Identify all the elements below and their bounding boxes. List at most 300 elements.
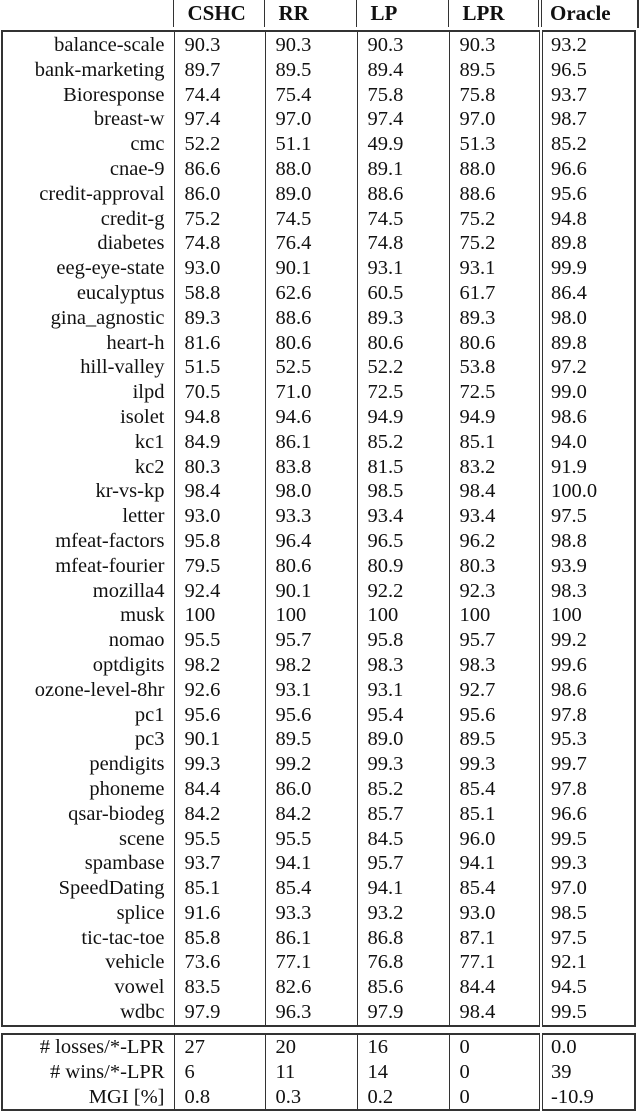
table-row <box>2 926 635 951</box>
cell-oracle: 99.6 <box>541 653 635 678</box>
cell-cshc: 97.9 <box>174 1000 265 1026</box>
cell-lpr: 94.9 <box>449 405 541 430</box>
cell-lp: 88.6 <box>357 182 449 207</box>
header-lp: LP <box>356 0 448 27</box>
cell-rr: 62.6 <box>265 281 357 306</box>
cell-lp: 95.7 <box>357 851 449 876</box>
cell-rr: 98.2 <box>265 653 357 678</box>
cell-cshc: 70.5 <box>174 380 265 405</box>
cell-rr: 11 <box>265 1060 357 1085</box>
table-row <box>2 851 635 876</box>
cell-lpr: 98.4 <box>449 1000 541 1026</box>
cell-cshc: 79.5 <box>174 554 265 579</box>
cell-lpr: 89.5 <box>449 58 541 83</box>
row-label: splice <box>116 901 165 924</box>
cell-oracle: 92.1 <box>541 950 635 975</box>
cell-oracle: 99.5 <box>541 827 635 852</box>
cell-lpr: 92.7 <box>449 678 541 703</box>
table-row <box>2 107 635 132</box>
cell-lpr: 88.6 <box>449 182 541 207</box>
cell-oracle: 89.8 <box>541 331 635 356</box>
cell-oracle: 98.6 <box>541 678 635 703</box>
header-rr: RR <box>264 0 356 27</box>
cell-lp: 90.3 <box>357 31 449 58</box>
cell-oracle: 99.9 <box>541 256 635 281</box>
cell-oracle: 99.5 <box>541 1000 635 1026</box>
cell-lp: 76.8 <box>357 950 449 975</box>
cell-lp: 85.2 <box>357 777 449 802</box>
table-row <box>2 405 635 430</box>
summary-table <box>1 1033 636 1111</box>
table-row <box>2 950 635 975</box>
row-label: nomao <box>108 629 165 652</box>
cell-lp: 86.8 <box>357 926 449 951</box>
cell-rr: 93.1 <box>265 678 357 703</box>
cell-rr: 82.6 <box>265 975 357 1000</box>
table-row <box>2 579 635 604</box>
cell-lpr: 85.1 <box>449 802 541 827</box>
cell-lpr: 85.1 <box>449 430 541 455</box>
cell-cshc: 98.2 <box>174 653 265 678</box>
cell-cshc: 97.4 <box>174 107 265 132</box>
cell-rr: 0.3 <box>265 1085 357 1111</box>
table-row <box>2 653 635 678</box>
cell-oracle: 95.6 <box>541 182 635 207</box>
cell-oracle: 96.6 <box>541 157 635 182</box>
cell-lpr: 100 <box>449 603 541 628</box>
row-label: ozone-level-8hr <box>34 678 165 701</box>
cell-lpr: 83.2 <box>449 455 541 480</box>
cell-oracle: 93.2 <box>541 31 635 58</box>
table-row <box>2 603 635 628</box>
cell-cshc: 89.7 <box>174 58 265 83</box>
cell-cshc: 75.2 <box>174 207 265 232</box>
table-row <box>2 380 635 405</box>
cell-rr: 95.6 <box>265 703 357 728</box>
row-label: credit-g <box>100 207 165 230</box>
cell-rr: 94.6 <box>265 405 357 430</box>
cell-lpr: 96.2 <box>449 529 541 554</box>
cell-lp: 95.4 <box>357 703 449 728</box>
cell-lp: 95.8 <box>357 628 449 653</box>
cell-lp: 84.5 <box>357 827 449 852</box>
cell-lpr: 93.4 <box>449 504 541 529</box>
cell-lpr: 96.0 <box>449 827 541 852</box>
cell-lpr: 89.3 <box>449 306 541 331</box>
cell-rr: 88.0 <box>265 157 357 182</box>
table-row <box>2 207 635 232</box>
cell-lp: 74.8 <box>357 231 449 256</box>
cell-lpr: 98.4 <box>449 479 541 504</box>
cell-rr: 90.1 <box>265 256 357 281</box>
cell-oracle: 98.6 <box>541 405 635 430</box>
cell-cshc: 91.6 <box>174 901 265 926</box>
table-row <box>2 802 635 827</box>
cell-rr: 86.0 <box>265 777 357 802</box>
cell-oracle: 97.8 <box>541 777 635 802</box>
cell-lpr: 75.2 <box>449 231 541 256</box>
cell-cshc: 95.5 <box>174 827 265 852</box>
row-label: heart-h <box>106 331 165 354</box>
cell-lp: 85.7 <box>357 802 449 827</box>
cell-lpr: 87.1 <box>449 926 541 951</box>
table-row <box>2 777 635 802</box>
cell-rr: 98.0 <box>265 479 357 504</box>
row-label: qsar-biodeg <box>68 802 165 825</box>
row-label: isolet <box>120 405 165 428</box>
cell-oracle: 93.7 <box>541 83 635 108</box>
cell-lp: 99.3 <box>357 752 449 777</box>
cell-lpr: 75.2 <box>449 207 541 232</box>
cell-cshc: 84.9 <box>174 430 265 455</box>
cell-cshc: 83.5 <box>174 975 265 1000</box>
cell-cshc: 85.1 <box>174 876 265 901</box>
table-row <box>2 1000 635 1026</box>
table-row <box>2 31 635 58</box>
table-row <box>2 529 635 554</box>
cell-oracle: 97.5 <box>541 504 635 529</box>
cell-rr: 94.1 <box>265 851 357 876</box>
cell-cshc: 86.0 <box>174 182 265 207</box>
row-label: SpeedDating <box>58 877 165 900</box>
cell-cshc: 52.2 <box>174 132 265 157</box>
results-table-body <box>1 30 636 1027</box>
cell-cshc: 73.6 <box>174 950 265 975</box>
cell-cshc: 92.4 <box>174 579 265 604</box>
table-row <box>2 479 635 504</box>
cell-lp: 93.1 <box>357 256 449 281</box>
row-label: cnae-9 <box>109 157 165 180</box>
row-label: tic-tac-toe <box>81 926 165 949</box>
table-row <box>2 281 635 306</box>
cell-rr: 93.3 <box>265 901 357 926</box>
cell-cshc: 51.5 <box>174 355 265 380</box>
cell-lpr: 61.7 <box>449 281 541 306</box>
cell-cshc: 74.8 <box>174 231 265 256</box>
cell-lp: 100 <box>357 603 449 628</box>
cell-rr: 76.4 <box>265 231 357 256</box>
summary-row <box>2 1085 635 1111</box>
table-row <box>2 628 635 653</box>
cell-lp: 85.6 <box>357 975 449 1000</box>
cell-lp: 49.9 <box>357 132 449 157</box>
cell-lpr: 93.1 <box>449 256 541 281</box>
row-label: cmc <box>130 133 165 156</box>
cell-rr: 71.0 <box>265 380 357 405</box>
cell-oracle: -10.9 <box>541 1085 635 1111</box>
row-label: eeg-eye-state <box>56 257 165 280</box>
cell-cshc: 100 <box>174 603 265 628</box>
cell-lpr: 51.3 <box>449 132 541 157</box>
cell-lpr: 80.6 <box>449 331 541 356</box>
cell-cshc: 95.8 <box>174 529 265 554</box>
table-row <box>2 727 635 752</box>
cell-lpr: 94.1 <box>449 851 541 876</box>
cell-cshc: 58.8 <box>174 281 265 306</box>
table-row <box>2 752 635 777</box>
cell-rr: 89.5 <box>265 58 357 83</box>
cell-lpr: 0 <box>449 1034 541 1060</box>
cell-lpr: 92.3 <box>449 579 541 604</box>
row-label: bank-marketing <box>34 58 165 81</box>
cell-cshc: 94.8 <box>174 405 265 430</box>
header-lpr: LPR <box>448 0 540 27</box>
cell-rr: 86.1 <box>265 430 357 455</box>
cell-cshc: 93.7 <box>174 851 265 876</box>
cell-rr: 95.5 <box>265 827 357 852</box>
table-row <box>2 975 635 1000</box>
cell-oracle: 91.9 <box>541 455 635 480</box>
cell-lp: 97.4 <box>357 107 449 132</box>
cell-rr: 88.6 <box>265 306 357 331</box>
row-label: kr-vs-kp <box>95 480 165 503</box>
cell-rr: 83.8 <box>265 455 357 480</box>
row-label: # losses/*-LPR <box>39 1036 165 1058</box>
row-label: spambase <box>84 852 165 875</box>
cell-rr: 97.0 <box>265 107 357 132</box>
row-label: kc2 <box>134 455 165 478</box>
cell-lp: 85.2 <box>357 430 449 455</box>
cell-cshc: 90.3 <box>174 31 265 58</box>
cell-cshc: 86.6 <box>174 157 265 182</box>
cell-cshc: 84.2 <box>174 802 265 827</box>
cell-lpr: 98.3 <box>449 653 541 678</box>
row-label: kc1 <box>134 430 165 453</box>
cell-lp: 92.2 <box>357 579 449 604</box>
cell-rr: 99.2 <box>265 752 357 777</box>
cell-rr: 20 <box>265 1034 357 1060</box>
cell-lpr: 84.4 <box>449 975 541 1000</box>
cell-rr: 89.5 <box>265 727 357 752</box>
table-row <box>2 83 635 108</box>
cell-oracle: 98.3 <box>541 579 635 604</box>
cell-lp: 60.5 <box>357 281 449 306</box>
cell-rr: 90.3 <box>265 31 357 58</box>
cell-lp: 93.4 <box>357 504 449 529</box>
table-header <box>1 0 634 27</box>
row-label: mfeat-factors <box>55 529 165 552</box>
row-label: pendigits <box>89 753 165 776</box>
cell-rr: 52.5 <box>265 355 357 380</box>
cell-oracle: 94.5 <box>541 975 635 1000</box>
cell-lp: 96.5 <box>357 529 449 554</box>
cell-cshc: 6 <box>174 1060 265 1085</box>
header-oracle: Oracle <box>540 0 634 27</box>
cell-lp: 89.0 <box>357 727 449 752</box>
table-row <box>2 182 635 207</box>
cell-oracle: 93.9 <box>541 554 635 579</box>
cell-lp: 89.4 <box>357 58 449 83</box>
table-row <box>2 504 635 529</box>
table-row <box>2 355 635 380</box>
cell-lp: 93.1 <box>357 678 449 703</box>
row-label: phoneme <box>89 777 165 800</box>
cell-cshc: 84.4 <box>174 777 265 802</box>
cell-cshc: 93.0 <box>174 256 265 281</box>
cell-cshc: 92.6 <box>174 678 265 703</box>
row-label: scene <box>118 827 165 850</box>
cell-cshc: 81.6 <box>174 331 265 356</box>
cell-lp: 94.1 <box>357 876 449 901</box>
cell-lpr: 77.1 <box>449 950 541 975</box>
cell-rr: 84.2 <box>265 802 357 827</box>
table-row <box>2 157 635 182</box>
cell-oracle: 100 <box>541 603 635 628</box>
cell-rr: 86.1 <box>265 926 357 951</box>
cell-oracle: 95.3 <box>541 727 635 752</box>
cell-rr: 74.5 <box>265 207 357 232</box>
cell-cshc: 98.4 <box>174 479 265 504</box>
table-row <box>2 455 635 480</box>
row-label: balance-scale <box>54 34 165 56</box>
cell-lp: 97.9 <box>357 1000 449 1026</box>
cell-oracle: 97.2 <box>541 355 635 380</box>
row-label: wdbc <box>120 1001 165 1024</box>
cell-cshc: 74.4 <box>174 83 265 108</box>
cell-lp: 93.2 <box>357 901 449 926</box>
cell-oracle: 100.0 <box>541 479 635 504</box>
row-label: credit-approval <box>39 182 165 205</box>
cell-oracle: 85.2 <box>541 132 635 157</box>
cell-oracle: 98.7 <box>541 107 635 132</box>
cell-cshc: 0.8 <box>174 1085 265 1111</box>
cell-lp: 94.9 <box>357 405 449 430</box>
cell-cshc: 95.5 <box>174 628 265 653</box>
cell-lpr: 90.3 <box>449 31 541 58</box>
cell-oracle: 97.5 <box>541 926 635 951</box>
cell-cshc: 80.3 <box>174 455 265 480</box>
cell-oracle: 0.0 <box>541 1034 635 1060</box>
table-row <box>2 256 635 281</box>
cell-lp: 98.5 <box>357 479 449 504</box>
cell-lpr: 85.4 <box>449 876 541 901</box>
cell-lp: 89.1 <box>357 157 449 182</box>
row-label: breast-w <box>93 108 165 131</box>
cell-oracle: 94.0 <box>541 430 635 455</box>
cell-cshc: 93.0 <box>174 504 265 529</box>
row-label: musk <box>120 604 165 627</box>
cell-lpr: 89.5 <box>449 727 541 752</box>
row-label: vehicle <box>105 951 165 974</box>
cell-cshc: 95.6 <box>174 703 265 728</box>
cell-rr: 77.1 <box>265 950 357 975</box>
cell-lp: 14 <box>357 1060 449 1085</box>
row-label: gina_agnostic <box>50 306 165 329</box>
cell-rr: 96.4 <box>265 529 357 554</box>
row-label: optdigits <box>92 653 165 676</box>
header-row <box>1 0 634 27</box>
cell-oracle: 86.4 <box>541 281 635 306</box>
cell-lp: 89.3 <box>357 306 449 331</box>
row-label: pc3 <box>134 728 165 751</box>
cell-cshc: 99.3 <box>174 752 265 777</box>
cell-lpr: 53.8 <box>449 355 541 380</box>
header-dataset <box>1 0 173 27</box>
cell-lpr: 0 <box>449 1085 541 1111</box>
cell-oracle: 98.8 <box>541 529 635 554</box>
cell-lp: 72.5 <box>357 380 449 405</box>
row-label: ilpd <box>132 381 165 404</box>
table-row <box>2 901 635 926</box>
cell-cshc: 89.3 <box>174 306 265 331</box>
cell-rr: 85.4 <box>265 876 357 901</box>
row-label: letter <box>122 505 165 528</box>
row-label: eucalyptus <box>76 281 165 304</box>
header-cshc: CSHC <box>173 0 264 27</box>
table-row <box>2 876 635 901</box>
cell-oracle: 39 <box>541 1060 635 1085</box>
cell-lpr: 99.3 <box>449 752 541 777</box>
cell-rr: 80.6 <box>265 554 357 579</box>
cell-oracle: 89.8 <box>541 231 635 256</box>
cell-lpr: 80.3 <box>449 554 541 579</box>
cell-lp: 0.2 <box>357 1085 449 1111</box>
table-row <box>2 703 635 728</box>
cell-lp: 75.8 <box>357 83 449 108</box>
cell-lpr: 93.0 <box>449 901 541 926</box>
cell-rr: 89.0 <box>265 182 357 207</box>
summary-row <box>2 1060 635 1085</box>
cell-oracle: 99.3 <box>541 851 635 876</box>
cell-oracle: 96.6 <box>541 802 635 827</box>
cell-oracle: 98.0 <box>541 306 635 331</box>
row-label: Bioresponse <box>63 83 165 106</box>
row-label: MGI [%] <box>88 1085 165 1108</box>
cell-rr: 90.1 <box>265 579 357 604</box>
table-row <box>2 430 635 455</box>
cell-oracle: 98.5 <box>541 901 635 926</box>
cell-cshc: 90.1 <box>174 727 265 752</box>
cell-lp: 80.9 <box>357 554 449 579</box>
cell-rr: 75.4 <box>265 83 357 108</box>
table-row <box>2 132 635 157</box>
cell-oracle: 96.5 <box>541 58 635 83</box>
cell-lp: 81.5 <box>357 455 449 480</box>
cell-lpr: 72.5 <box>449 380 541 405</box>
row-label: pc1 <box>134 703 165 726</box>
cell-lpr: 95.6 <box>449 703 541 728</box>
cell-oracle: 99.2 <box>541 628 635 653</box>
table-row <box>2 231 635 256</box>
cell-lpr: 88.0 <box>449 157 541 182</box>
cell-rr: 80.6 <box>265 331 357 356</box>
cell-oracle: 99.0 <box>541 380 635 405</box>
table-row <box>2 306 635 331</box>
cell-rr: 93.3 <box>265 504 357 529</box>
cell-oracle: 97.0 <box>541 876 635 901</box>
cell-rr: 100 <box>265 603 357 628</box>
table-row <box>2 678 635 703</box>
cell-lpr: 97.0 <box>449 107 541 132</box>
row-label: mfeat-fourier <box>55 554 165 577</box>
table-row <box>2 58 635 83</box>
cell-cshc: 85.8 <box>174 926 265 951</box>
cell-lpr: 0 <box>449 1060 541 1085</box>
row-label: # wins/*-LPR <box>50 1060 165 1083</box>
row-label: mozilla4 <box>92 579 165 602</box>
cell-lpr: 95.7 <box>449 628 541 653</box>
cell-lp: 98.3 <box>357 653 449 678</box>
row-label: diabetes <box>97 232 165 255</box>
row-label: vowel <box>114 976 165 999</box>
cell-cshc: 27 <box>174 1034 265 1060</box>
cell-lpr: 85.4 <box>449 777 541 802</box>
table-row <box>2 827 635 852</box>
cell-oracle: 94.8 <box>541 207 635 232</box>
cell-lp: 80.6 <box>357 331 449 356</box>
cell-lp: 16 <box>357 1034 449 1060</box>
table-row <box>2 331 635 356</box>
